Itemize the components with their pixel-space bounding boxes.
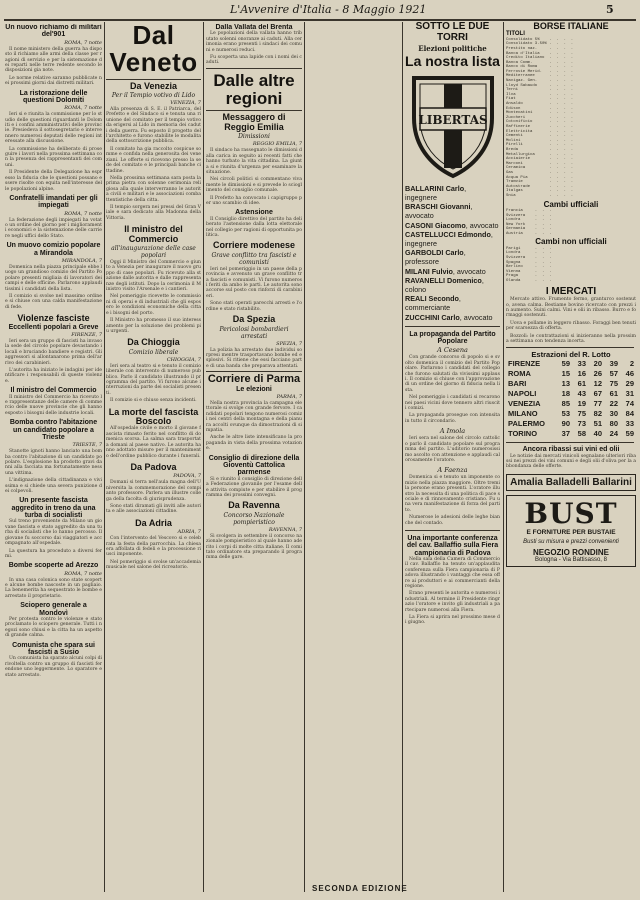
article-body: Con l'intervento del Vescovo si e celebrata la festa della parrocchia. La chiesa era affollata di fedeli e la processione riusci imponente. Nel pomeriggio si svolse un'accademia musicale nel salone del ricreatorio. — [106, 536, 201, 571]
town-subhead: A Imola — [439, 427, 466, 436]
column-rule — [503, 22, 504, 892]
lotto-number: 16 — [577, 369, 586, 379]
dateline: VENEZIA, 7 — [170, 100, 201, 107]
lotto-number: 61 — [609, 389, 618, 399]
article-body: Il sindaco ha rassegnato le dimissioni dalla carica in seguito ai recenti fatti che hanno turbato la vita cittadina. La giunta si e riunita d'urgenza per esaminare la situazione. Nei circoli politici si commentano vivamente le dimissioni e si prevede lo scioglimento del consiglio comunale. Il Prefetto ha convocato i capigruppo per uno scambio di idee. — [206, 148, 302, 206]
article-body: Il ministro del Commercio ha ricevuto le rappresentanze delle camere di commercio delle nuove provincie che gli hanno esposto i bisogni delle industrie locali. — [5, 394, 102, 416]
article-body: Le notizie dai mercati vinicoli segnalano ulteriori ribassi nei prezzi dei vini comuni e degli olii d'oliva per la abbondanza delle offerte. — [506, 453, 636, 470]
article-headline: Bombe scoperte ad Arezzo — [8, 562, 99, 570]
lotto-number: 74 — [625, 399, 634, 409]
dateline: REGGIO EMILIA, 7 — [252, 141, 302, 148]
lotto-row — [506, 409, 636, 419]
section-banner: SOTTO LE DUE TORRI — [415, 22, 490, 43]
lotto-number: 20 — [593, 359, 602, 369]
candidate: CASTELLUCCI Edmondo, ingegnere — [405, 229, 493, 248]
list-title: La nostra lista — [405, 53, 500, 69]
lotto-city: TORINO — [508, 429, 538, 439]
candidate: GARBOLDI Carlo, professore — [405, 248, 466, 267]
lotto-city: NAPOLI — [508, 389, 537, 399]
article-body: Ieri sera al teatro si e tenuto il comizio liberale con intervento di numeroso pubblico. Parlo il candidato illustrando il programma del partito. Vi furono alcune interruzioni da parte dei socialisti presenti. Il comizio si e chiuso senza incidenti. — [106, 363, 201, 404]
lotto-number: 33 — [625, 419, 634, 429]
column-3 — [206, 24, 302, 882]
article-headline: Bomba contro l'abitazione un candidato popolare a Trieste — [9, 419, 98, 441]
article-body: Con grande concorso di popolo si e svolto domenica il comizio del Partito Popolare. Parlarono i candidati del collegio che furono salutati da vivissimi applausi. Il comizio si chiuse con l'approvazione di un ordine del giorno di fiducia nella lista. Nel pomeriggio i candidati si recarono nei paesi vicini dove tennero altri riusciti comizi. La propaganda prosegue con intensita in tutto il circondario. — [405, 355, 500, 424]
article-subheadline: Comizio liberale — [128, 348, 179, 356]
article-headline: Messaggero di Reggio Emilia — [222, 112, 286, 132]
dateline: ROMA, 7 notte — [64, 39, 102, 46]
lotto-row — [506, 429, 636, 439]
article-headline: Da Adria — [135, 517, 172, 528]
lotto-number: 33 — [577, 359, 586, 369]
lotto-number: 19 — [577, 399, 586, 409]
article-headline: Da Venezia — [129, 80, 178, 91]
article-headline: Un presente fascista aggredito in treno da una turba di socialisti — [11, 497, 96, 520]
cambi-non-headline: Cambi non ufficiali — [535, 237, 607, 247]
exchange-table: Francia . . . Svizzera . . . Londra . . . New York . . . Germania . . . Austria . . . — [506, 208, 552, 236]
lotto-number: 29 — [625, 379, 634, 389]
lotto-number: 26 — [593, 369, 602, 379]
dateline: MIRANDOLA, 7 — [61, 257, 102, 264]
article-body: Ieri sera un gruppo di fascisti ha invaso la sede del circolo popolare devastando i locali e bruciando bandiere e registri. Gli aggressori si allontanarono prima dell'arrivo dei carabinieri. L'autorita ha iniziato le indagini per identificare i responsabili di queste violenze. — [5, 338, 102, 384]
dateline: CHIOGGIA, 7 — [166, 356, 201, 363]
article-subheadline: Eccellenti popolari a Greve — [8, 323, 99, 331]
article-headline: Un muovo comizio popolare a Mirandola — [6, 242, 101, 257]
lotto-number: 85 — [561, 399, 570, 409]
column-5 — [506, 22, 636, 890]
article-headline: Sciopero generale a Mondovì — [20, 602, 87, 617]
article-body: Sul treno proveniente da Milano un giovane fascista e stato aggredito da una turba di socialisti che lo hanno percosso. Il giovane fu soccorso dai viaggiatori e accompagnato all'ospedale. La questura ha proceduto a diversi fermi. — [5, 519, 102, 559]
vini-headline: Ancora ribassi sui vini ed olii — [522, 446, 620, 454]
section-title: Dal Veneto — [109, 22, 198, 78]
lotto-city: VENEZIA — [508, 399, 541, 409]
article-headline: Consiglio di direzione della Gioventù Cattolica parmense — [208, 454, 300, 477]
lotto-city: BARI — [508, 379, 527, 389]
lotto-number: 61 — [577, 379, 586, 389]
candidate: REALI Secondo, commerciante — [405, 294, 461, 313]
article-body: Il nome ministero della guerra ha disposto il richiamo alle armi della classe per ragioni di servizio e per la sistemazione dei reparti nelle terre redente secondo le disposizioni gia note. Le norme relative saranno pubblicate nei prossimi giorni dai distretti militari. — [5, 46, 102, 87]
article-headline: La propaganda del Partito Popolare — [409, 330, 496, 346]
lotto-number: 59 — [561, 359, 570, 369]
article-body: Un comunista ha sparato alcuni colpi di rivoltella contro un gruppo di fascisti ferendone uno leggermente. Lo sparatore e stato arrestato. — [5, 656, 102, 678]
candidate: RAVANELLI Domenico, colono — [405, 275, 484, 294]
article-headline: Dalla Vallata del Brenta — [215, 24, 293, 31]
lotto-number: 46 — [625, 369, 634, 379]
article-body: Oggi il Ministro del Commercio e giunto a Venezia per inaugurare il nuovo gruppo di case popolari. Fu ricevuto alla stazione dalle autorita e dalle rappresentanze degli istituti. Dopo la cerimonia il Ministro visito l'Arsenale e i cantieri. Nel pomeriggio ricevette le commissioni di operai e di industriali che gli esposero le condizioni economiche della citta e i bisogni del porto. Il Ministro ha promesso il suo interessamento per la soluzione dei problemi piu urgenti. — [106, 260, 201, 334]
article-body: Le popolazioni della vallata hanno tributato solenni onoranze ai caduti. Alla cerimonia erano presenti i sindaci dei comuni e numerosi reduci. Fu scoperta una lapide con i nomi dei caduti. — [206, 31, 302, 66]
bust-advertisement — [506, 495, 636, 567]
exchange-table-unofficial: Parigi . . . Londra . . . Svizzera . . . Spagna . . . Berlino . . . Vienna . . . Praga . . . Olanda . . . — [506, 246, 552, 284]
candidate: CASONI Giacomo, avvocato — [405, 220, 499, 230]
lotto-table — [506, 359, 636, 439]
article-body: Stanotte ignoti hanno lanciato una bomba contro l'abitazione di un candidato popolare. L'esplosione ha prodotto gravi danni alla facciata ma fortunatamente nessuna vittima. L'indignazione della cittadinanza e vivissima e si chiede una severa punizione dei colpevoli. — [5, 449, 102, 495]
article-body: Ieri sera nel salone del circolo cattolico parlo il candidato popolare sul programma del partito. L'uditorio numerosissimo ascolto con attenzione e applaudi calorosamente l'oratore. — [405, 436, 500, 463]
article-body: La polizia ha arrestato due individui sorpresi mentre trasportavano bombe ed esplosivi. Si ritiene che essi facciano parte di una banda che preparava attentati. — [206, 347, 302, 369]
lotto-number: 30 — [609, 409, 618, 419]
article-subheadline: Grave conflitto tra fascisti e comunisti — [211, 251, 297, 266]
lotto-number: 40 — [593, 429, 602, 439]
store-name: Amalia Balladelli Ballarini — [510, 476, 632, 488]
dateline: SPEZIA, 7 — [276, 340, 302, 347]
lotto-number: 82 — [593, 409, 602, 419]
article-body: Nella nostra provincia la campagna elettorale si svolge con grande fervore. I candidati popolari tengono numerosi comizi nei centri della montagna e della pianura accolti ovunque da dimostrazioni di simpatia. Anche le altre liste intensificano la propaganda in vista della prossima votazione. — [206, 401, 302, 452]
article-headline: Astensione — [235, 209, 273, 217]
article-body: Il Consiglio direttivo del partito ha deliberato l'astensione dalla lotta elettorale nel collegio per ragioni di opportunita politica. — [206, 216, 302, 238]
lotto-number: 12 — [593, 379, 602, 389]
dateline: TRIESTE, 7 — [72, 442, 102, 449]
article-headline: Da Spezia — [232, 314, 276, 325]
article-body: Ieri nel pomeriggio in un paese della provincia e avvenuto un grave conflitto tra fascisti e comunisti. Vi furono numerosi feriti da ambo le parti. Le autorita sono accorse sul posto con rinforzi di carabinieri. Sono stati operati parecchi arresti e l'ordine e stato ristabilito. — [206, 266, 302, 312]
article-body: All'ospedale civile e morto il giovane fascista rimasto ferito nel conflitto di domenica scorsa. La salma sara trasportata domani al paese nativo. Le autorita hanno adottato misure per il mantenimento dell'ordine pubblico durante i funerali. — [106, 426, 201, 459]
lotto-number: 43 — [577, 389, 586, 399]
candidate: BRASCHI Giovanni, avvocato — [405, 202, 473, 221]
cambi-headline: Cambi ufficiali — [543, 199, 599, 209]
lotto-number: 77 — [593, 399, 602, 409]
lotto-row — [506, 369, 636, 379]
lotto-city: PALERMO — [508, 419, 545, 429]
article-body: Nella sala della Camera di Commercio il cav. Ballaffio ha tenuto un'applaudita conferenza sulla Fiera campionaria di Padova illustrando i vantaggi che essa offre ai produttori e ai commercianti della regione. Erano presenti le autorita e numerosi industriali. Al termine il Presidente ringrazio l'oratore e invito gli industriali a partecipare numerosi alla Fiera. La Fiera si aprira nel prossimo mese di giugno. — [405, 557, 500, 626]
article-headline: La ristorazione delle questioni Dolomiti — [19, 89, 88, 104]
lotto-row — [506, 399, 636, 409]
article-headline: Confratelli imandati per gli impiegati — [9, 194, 98, 210]
lotto-city: ROMA — [508, 369, 531, 379]
section-title: Dalle altre regioni — [213, 70, 295, 108]
lotto-number: 80 — [609, 419, 618, 429]
shield-label: LIBERTAS — [417, 112, 488, 127]
article-subheadline: Per il Tempio votivo di Lido — [111, 92, 196, 100]
article-body: Domani si terra nell'aula magna dell'Universita la commemorazione del compianto professore. Parlera un illustre collega della facolta di giurisprudenza. Sono stati diramati gli inviti alle autorita e alle associazioni cittadine. — [106, 480, 201, 515]
dateline: PARMA, 7 — [276, 394, 302, 401]
lotto-number: 53 — [561, 409, 570, 419]
bust-address: Bologna - Via Battisasso, 8 — [535, 556, 607, 563]
article-headline: Il ministro del Commercio — [124, 224, 183, 244]
bust-subtitle: E FORNITURE PER BUSTAIE — [526, 528, 616, 536]
edition-label: SECONDA EDIZIONE — [312, 884, 408, 893]
article-headline: Il ministro del Commercio — [10, 387, 97, 395]
lotto-row — [506, 419, 636, 429]
article-body: Domenica nella piazza principale ebbe luogo un grandioso comizio del Partito Popolare presenti migliaia di lavoratori dei campi e delle officine. Parlarono applauditissimi i candidati della lista. Il comizio si svolse nel massimo ordine e si chiuse con una calda manifestazione di fede. — [5, 264, 102, 310]
dateline: RAVENNA, 7 — [268, 526, 302, 533]
candidate: BALLARINI Carlo, ingegnere — [405, 183, 467, 202]
lotto-headline: Estrazioni del R. Lotto — [531, 350, 611, 360]
masthead — [0, 0, 640, 20]
dateline: ROMA, 7 notte — [64, 570, 102, 577]
town-subhead: A Faenza — [437, 466, 468, 475]
lotto-number: 22 — [609, 399, 618, 409]
bust-title: BUST — [524, 496, 618, 530]
lotto-row — [506, 389, 636, 399]
column-4 — [405, 22, 500, 890]
lotto-number: 24 — [609, 429, 618, 439]
article-body: In una casa colonica sono state scoperte alcune bombe nascoste in un pagliaio. La benemerita ha sequestrato le bombe e arrestato il proprietario. — [5, 577, 102, 599]
candidate: ZUCCHINI Carlo, avvocato — [405, 312, 493, 322]
lotto-number: 31 — [625, 389, 634, 399]
bust-note: Busti su misura e prezzi convenienti — [523, 538, 619, 545]
column-2 — [106, 22, 201, 890]
article-body: Si svolgera in settembre il concorso nazionale pompieristico al quale hanno aderito i corpi di molte citta italiane. Il comitato ordinatore sta preparando il programma delle gare. — [206, 533, 302, 561]
article-headline: Violenze fasciste — [17, 313, 90, 324]
article-body: La federazione degli impiegati ha votato un ordine del giorno per i miglioramenti economici e la sistemazione delle carriere negli uffici dello Stato. — [5, 217, 102, 239]
lotto-row — [506, 359, 636, 369]
lotto-number: 75 — [609, 379, 618, 389]
lotto-number: 84 — [625, 409, 634, 419]
column-1 — [5, 24, 102, 890]
article-body: Alla presenza di S. E. il Patriarca, del Prefetto e del Sindaco si e tenuta una riunione del comitato per il tempio votivo da erigersi al Lido in memoria dei caduti della guerra. Fu esposto il progetto dell'architetto e furono stabilite le modalita della sottoscrizione pubblica. Il comitato ha gia raccolto cospicue somme e confida nella generosita dei veneziani. Le offerte si ricevono presso la sede del comitato e le principali banche cittadine. Nella prossima settimana sara posta la prima pietra con solenne cerimonia religiosa alla quale interverranno le autorita civili e militari e le associazioni combattentistiche della citta. Il tempio sorgera nei pressi del Gran Viale e sara dedicato alla Madonna della Vittoria. — [106, 107, 201, 221]
column-rule — [402, 22, 403, 892]
article-headline: Un nuovo richiamo di militari del'901 — [5, 24, 102, 39]
lotto-number: 90 — [561, 419, 570, 429]
article-subheadline: all'inaugurazione delle case popolari — [111, 245, 196, 260]
article-headline: Da Padova — [130, 461, 177, 472]
lotto-city: MILANO — [508, 409, 538, 419]
lotto-number: 57 — [609, 369, 618, 379]
lotto-number: 13 — [561, 379, 570, 389]
candidate-list — [405, 184, 500, 322]
article-body: Si e riunito il consiglio di direzione della Federazione giovanile per l'esame delle attivita compiute e per stabilire il programma dei prossimi convegni. — [206, 476, 302, 498]
article-headline: Corriere di Parma — [207, 373, 301, 386]
lotto-number: 15 — [561, 369, 570, 379]
store-advertisement — [506, 474, 636, 491]
date-line: L'Avvenire d'Italia - 8 Maggio 1921 — [230, 3, 427, 16]
titoli-label: TITOLI — [506, 31, 525, 38]
article-body: Per protesta contro le violenze e stato proclamato lo sciopero generale. Tutti i negozi sono chiusi e la citta ha un aspetto di grande calma. — [5, 616, 102, 639]
article-headline: Una importante conferenza del cav. Ballaffio sulla Fiera campionaria di Padova — [406, 534, 499, 557]
article-body: Ieri si e riunita la commissione per lo studio delle questioni riguardanti le Dolomiti e i confini amministrativi delle provincie. Presiedeva il sottosegretario e intervennero numerosi deputati delle regioni interessate alla discussione. La commissione ha deliberato di proseguire i lavori nella prossima settimana con la presenza dei rappresentanti dei comuni. Il Presidente della Delegazione ha espresso la fiducia che le questioni possano essere risolte con equita nell'interesse delle popolazioni alpine. — [5, 112, 102, 192]
column-rule — [203, 22, 204, 892]
column-rule — [304, 22, 305, 892]
article-subheadline: Pericolosi bombardieri arrestati — [219, 325, 289, 340]
section-subhead: Elezioni politiche — [418, 44, 487, 53]
lotto-number: 39 — [609, 359, 618, 369]
bust-shop: NEGOZIO RONDINE — [532, 547, 609, 557]
dateline: ROMA, 7 notte — [64, 210, 102, 217]
article-subheadline: Concorso Nazionale pompieristico — [223, 511, 285, 526]
dateline: PADOVA, 7 — [173, 473, 201, 480]
page-number: 5 — [606, 3, 614, 16]
lotto-number: 51 — [593, 419, 602, 429]
dateline: ROMA, 7 notte — [64, 105, 102, 112]
borse-headline: BORSE ITALIANE — [533, 22, 609, 31]
column-rule — [104, 22, 105, 892]
dateline: ADRIA, 7 — [177, 529, 201, 536]
article-headline: Da Ravenna — [228, 500, 280, 511]
article-subheadline: Le elezioni — [236, 385, 272, 393]
lotto-number: 37 — [561, 429, 570, 439]
lotto-number: 67 — [593, 389, 602, 399]
article-subheadline: Dimissioni — [238, 133, 270, 141]
lotto-row — [506, 379, 636, 389]
lotto-number: 73 — [577, 419, 586, 429]
article-headline: Comunista che spara sui fascisti a Susio — [12, 641, 95, 656]
masthead-rule — [4, 19, 636, 21]
stock-table: Consolidato 5% . . . . Consolidato 3.50% . . . . Prestito naz. . . . . Banca d'Italia . . . . Credito Italiano . . . . Banca Comm. . . . . Banco di Roma . . . . Ferrovie Merid. . . . . Mediterranee . . . . Navigaz. Gen. . . . . Lloyd Sabaudo . . . . Terni . . . . Ilva . . . . Fiat . . . . Ansaldo . . . . Edison . . . . Montecatini . . . . Zuccheri . . . . Cotonificio . . . . Raffinerie . . . . Elettricita . . . . Cementi . . . . Molini . . . . Pirelli . . . . Breda . . . . Metallurgica . . . . Acciaierie . . . . Marconi . . . . Ceramica . . . . Gas . . . . Acqua Pia . . . . Tramvie . . . . Autostrade . . . . Italgas . . . . Snia . . . . — [506, 37, 574, 198]
article-headline: Da Chioggia — [127, 337, 180, 348]
lotto-number: 58 — [577, 429, 586, 439]
lotto-number: 59 — [625, 429, 634, 439]
lotto-number: 18 — [561, 389, 570, 399]
town-subhead: A Cesena — [437, 346, 468, 355]
article-headline: Corriere modenese — [212, 240, 296, 251]
candidate: MILANI Fulvio, avvocato — [405, 266, 486, 276]
lotto-city: FIRENZE — [508, 359, 541, 369]
mercati-headline: I MERCATI — [545, 285, 597, 297]
lotto-number: 75 — [577, 409, 586, 419]
shield-cross-icon — [408, 72, 498, 180]
lotto-number: 2 — [629, 359, 634, 369]
dateline: FIRENZE, 7 — [71, 331, 102, 338]
market-report: Mercato attivo. Frumento fermo, granturco sostenuto, avena calma. Bestiame bovino ricercato con prezzi in aumento. Suini calmi. Vini e olii in ribasso. Burro e formaggi sostenuti. Uova e pollame in leggero ribasso. Foraggi ben tenuti per scarsezza di offerta. Bozzoli: le contrattazioni si inizieranno nella prossima settimana con tendenza incerta. — [506, 297, 636, 344]
article-headline: La morte del fascista Boscolo — [108, 406, 199, 427]
article-body: Domenica si e tenuto un imponente comizio nella piazza maggiore. Oltre tremila persone erano presenti. L'oratore illustro la necessita di una politica di pace sociale e di rinnovamento cristiano. Fu una vera manifestazione di forza del partito. Numerose le adesioni delle leghe bianche del contado. — [405, 475, 500, 526]
